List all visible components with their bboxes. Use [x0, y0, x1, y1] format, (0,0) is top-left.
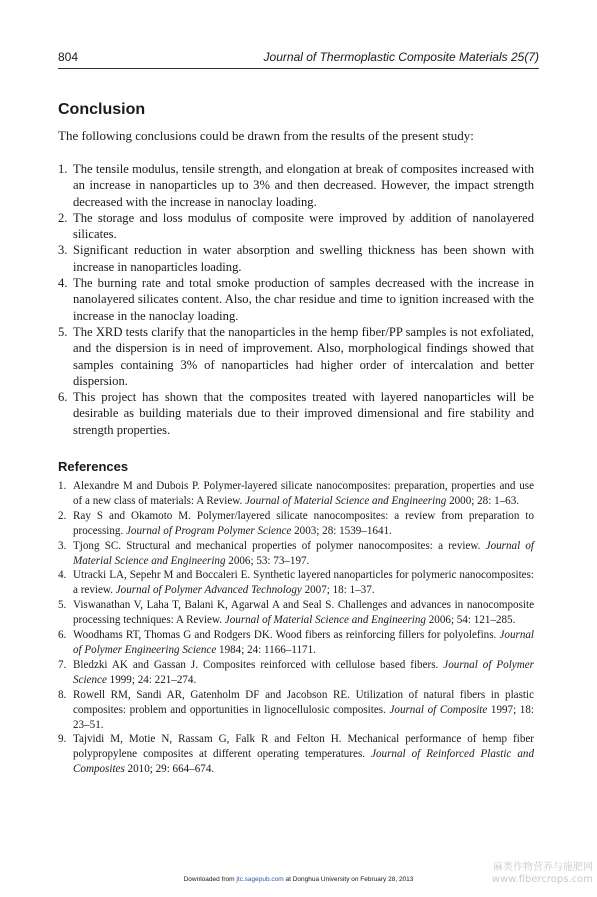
- reference-authors-title: Tajvidi M, Motie N, Rassam G, Falk R and Felton H. Mechanical performance of hemp fiber polypropylene composites at different operating temperatures.: [73, 733, 534, 761]
- conclusion-item-number: 1.: [58, 162, 68, 176]
- journal-title: Journal of Thermoplastic Composite Materials 25(7): [263, 50, 539, 64]
- reference-number: 8.: [58, 688, 67, 701]
- reference-authors-title: Utracki LA, Sepehr M and Boccaleri E. Synthetic layered nanoparticles for polymeric nanocomposites: a review.: [73, 569, 534, 597]
- reference-number: 5.: [58, 599, 67, 612]
- watermark-line-1: 麻类作物营养与施肥网: [493, 862, 593, 873]
- reference-citation: 2006; 53: 73–197.: [225, 554, 310, 567]
- reference-item: [58, 688, 534, 733]
- conclusion-intro: The following conclusions could be drawn from the results of the present study:: [58, 128, 474, 143]
- reference-number: 7.: [58, 658, 67, 671]
- conclusion-item: [58, 324, 534, 389]
- reference-authors-title: Woodhams RT, Thomas G and Rodgers DK. Wood fibers as reinforcing fillers for polyolefins.: [73, 629, 500, 642]
- page-number: 804: [58, 50, 79, 64]
- reference-item: [58, 539, 534, 569]
- conclusion-item: [58, 389, 534, 438]
- reference-number: 9.: [58, 733, 67, 746]
- conclusion-heading: Conclusion: [58, 101, 146, 118]
- reference-journal: Journal of Composite: [389, 703, 488, 716]
- reference-number: 4.: [58, 569, 67, 582]
- reference-journal: Journal of Polymer Engineering Science: [73, 629, 534, 656]
- header-rule: [58, 68, 539, 69]
- reference-journal: Journal of Material Science and Engineering: [73, 539, 534, 567]
- watermark-line-2: www.fibercrops.com: [491, 874, 593, 885]
- reference-item: [58, 598, 534, 628]
- reference-journal: Journal of Material Science and Engineering: [224, 614, 426, 627]
- reference-journal: Journal of Program Polymer Science: [126, 524, 292, 537]
- references-heading: References: [58, 459, 129, 474]
- conclusion-item-number: 5.: [58, 324, 68, 339]
- conclusion-item: [58, 210, 534, 243]
- reference-number: 2.: [58, 509, 67, 522]
- conclusion-list: [58, 161, 534, 438]
- footer-link[interactable]: jtc.sagepub.com: [236, 876, 284, 883]
- reference-authors-title: Bledzki AK and Gassan J. Composites reinforced with cellulose based fibers.: [73, 658, 444, 671]
- conclusion-item-number: 2.: [58, 210, 68, 225]
- reference-number: 1.: [58, 480, 67, 492]
- conclusion-item-text: The XRD tests clarify that the nanoparticles in the hemp fiber/PP samples is not exfoliated, and the dispersion is in need of improvement. Also, morphological findings showed that samples containing 3% of nanoparticles had higher order of intercalation and better dispersion.: [73, 324, 534, 388]
- running-header: [58, 50, 539, 68]
- conclusion-item-number: 3.: [58, 243, 68, 258]
- reference-journal: Journal of Material Science and Engineering: [245, 494, 447, 507]
- site-watermark: [492, 862, 593, 886]
- reference-authors-title: Rowell RM, Sandi AR, Gatenholm DF and Jacobson RE. Utilization of natural fibers in plastic composites: problem and opportunities in lignocellulosic composites.: [73, 688, 534, 716]
- reference-authors-title: Tjong SC. Structural and mechanical properties of polymer nanocomposites: a review.: [73, 539, 486, 552]
- reference-item: [58, 568, 534, 598]
- conclusion-item-number: 4.: [58, 276, 68, 291]
- reference-citation: 2007; 18: 1–37.: [301, 584, 375, 597]
- reference-authors-title: Ray S and Okamoto M. Polymer/layered silicate nanocomposites: a review from preparation to processing.: [73, 509, 534, 537]
- conclusion-item-text: This project has shown that the composites treated with layered nanoparticles will be desirable as building materials due to their improved dimensional and fire stability and strength properties.: [73, 390, 534, 437]
- reference-number: 3.: [58, 539, 67, 552]
- conclusion-item-text: Significant reduction in water absorption and swelling thickness has been shown with increase in nanoparticles loading.: [73, 243, 534, 274]
- reference-journal: Journal of Polymer Advanced Technology: [115, 584, 302, 597]
- conclusion-item-text: The storage and loss modulus of composite were improved by addition of nanolayered silicates.: [73, 210, 534, 242]
- reference-item: [58, 628, 534, 658]
- reference-citation: 1997; 18: 23–51.: [73, 703, 534, 731]
- reference-citation: 1999; 24: 221–274.: [106, 673, 197, 686]
- reference-citation: 1984; 24: 1166–1171.: [216, 643, 316, 656]
- reference-item: [58, 732, 534, 777]
- conclusion-item: [58, 275, 534, 324]
- reference-citation: 2010; 29: 664–674.: [124, 763, 215, 776]
- reference-citation: 2003; 28: 1539–1641.: [291, 524, 392, 537]
- reference-authors-title: Viswanathan V, Laha T, Balani K, Agarwal A and Seal S. Challenges and advances in nanocomposite processing techniques: A Review.: [73, 599, 534, 627]
- reference-item: [58, 509, 534, 539]
- reference-item: [58, 658, 534, 688]
- conclusion-item-text: The tensile modulus, tensile strength, and elongation at break of composites increased with an increase in nanoparticles up to 3% and then decreased. However, the impact strength decreased with the increase in nanoclay loading.: [73, 162, 534, 209]
- footer-suffix: at Donghua University on February 28, 2013: [283, 876, 414, 883]
- reference-number: 6.: [58, 629, 67, 642]
- reference-authors-title: Alexandre M and Dubois P. Polymer-layered silicate nanocomposites: preparation, properties and use of a new class of materials: A Review.: [73, 480, 534, 507]
- reference-item: [58, 479, 534, 509]
- reference-journal: Journal of Reinforced Plastic and Composites: [73, 748, 534, 776]
- reference-citation: 2000; 28: 1–63.: [446, 494, 520, 507]
- references-list: [58, 479, 534, 777]
- reference-citation: 2006; 54: 121–285.: [425, 614, 516, 627]
- conclusion-item: [58, 161, 534, 210]
- conclusion-item-text: The burning rate and total smoke production of samples decreased with the increase in nanolayered silicates content. Also, the char residue and time to ignition increased with the increase in the nanoclay loading.: [73, 276, 534, 323]
- footer-prefix: Downloaded from: [183, 876, 237, 883]
- reference-journal: Journal of Polymer Science: [73, 658, 534, 686]
- conclusion-item-number: 6.: [58, 390, 68, 405]
- conclusion-item: [58, 242, 534, 275]
